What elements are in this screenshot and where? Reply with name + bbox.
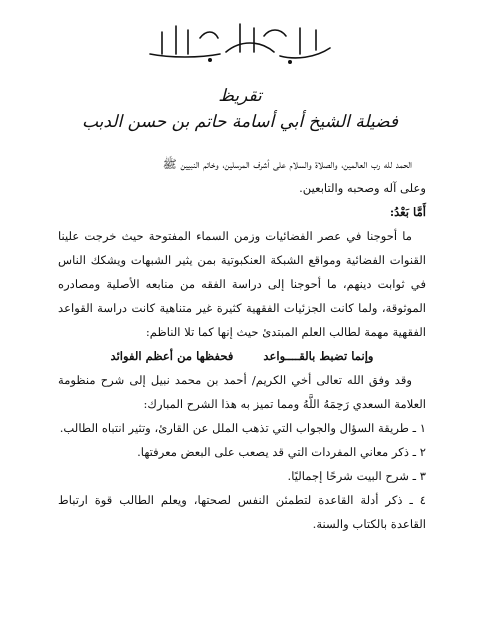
- page-title: تقريظ: [218, 86, 262, 106]
- list-item-4: ٤ ـ ذكر أدلة القاعدة لتطمئن النفس لصحتها، ويعلم الطالب قوة ارتباط القاعدة بالكتاب والسنة.: [58, 493, 426, 531]
- verse-first-hemistich: وإنما تضبط بالقــــواعد: [263, 349, 374, 363]
- paragraph-main: ما أحوجنا في عصر الفضائيات وزمن السماء المفتوحة حيث خرجت علينا القنوات الفضائية ومواقع الشبكة العنكبوتية بمن يثير الشبهات ويشكك الناس في ثوابت دينهم، ما أحوجنا إلى دراسة الفقه من منابعه الأصلية ومصادره الموثوقة، ولما كانت الجزئيات الفقهية كثيرة غير متناهية كانت دراسة القواعد الفقهية مهمة لطالب العلم المبتدئ حيث إنها كما تلا الناظم:: [58, 229, 426, 339]
- list-item-2: ٢ ـ ذكر معاني المفردات التي قد يصعب على البعض معرفتها.: [137, 445, 426, 459]
- author-heading: فضيلة الشيخ أبي أسامة حاتم بن حسن الدبب: [81, 112, 398, 132]
- basmala-calligraphy: [140, 18, 340, 66]
- body-text: [58, 152, 426, 536]
- verse-second-hemistich: فحفظها من أعظم الفوائد: [110, 349, 234, 363]
- amma-bad-heading: أَمَّا بَعْدُ:: [389, 205, 426, 219]
- verse-line: [58, 344, 426, 368]
- opening-line-2: وعلى آله وصحبه والتابعين.: [299, 181, 426, 195]
- paragraph-commentary: وقد وفق الله تعالى أخي الكريم/ أحمد بن محمد نبيل إلى شرح منظومة العلامة السعدي رَحِمَهُ اللَّهُ ومما تميز به هذا الشرح المبارك:: [58, 373, 426, 411]
- calligraphy-icon: [140, 18, 340, 66]
- list-item-3: ٣ ـ شرح البيت شرحًا إجماليًا.: [287, 469, 426, 483]
- opening-line: الحمد لله رب العالمين، والصلاة والسلام على أشرف المرسلين، وخاتم النبيين ﷺ: [162, 157, 412, 171]
- list-item-1: ١ ـ طريقة السؤال والجواب التي تذهب الملل عن القارئ، وتثير انتباه الطالب.: [59, 421, 426, 435]
